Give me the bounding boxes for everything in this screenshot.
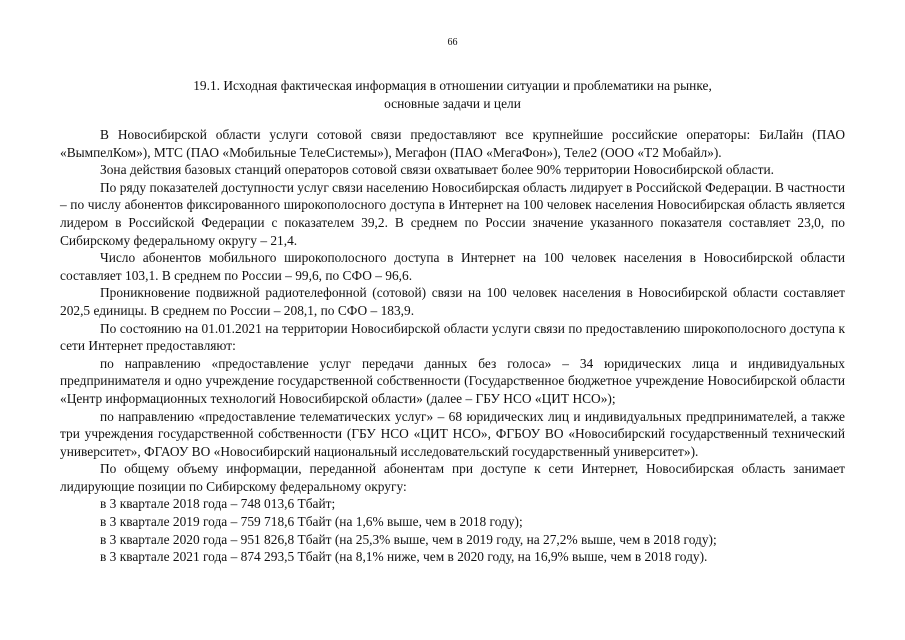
paragraph-mobile-broadband: Число абонентов мобильного широкополосного доступа в Интернет на 100 человек населения в Новосибирской области составляет 103,1. В среднем по России – 99,6, по СФО – 96,6. bbox=[60, 250, 845, 283]
section-heading bbox=[60, 77, 845, 113]
paragraph-cellular-penetration: Проникновение подвижной радиотелефонной (сотовой) связи на 100 человек населения в Новосибирской области составляет 202,5 единицы. В среднем по России – 208,1, по СФО – 183,9. bbox=[60, 285, 845, 318]
section-heading-line-2: основные задачи и цели bbox=[384, 96, 521, 111]
list-item-2021: в 3 квартале 2021 года – 874 293,5 Тбайт (на 8,1% ниже, чем в 2020 году, на 16,9% выше, чем в 2018 году). bbox=[100, 549, 708, 565]
paragraph-operators: В Новосибирской области услуги сотовой связи предоставляют все крупнейшие российские операторы: БиЛайн (ПАО «ВымпелКом»), МТС (ПАО «Мобильные ТелеСистемы»), Мегафон (ПАО «МегаФон»), Теле2 (ООО «Т2 Мобайл»). bbox=[60, 127, 845, 160]
paragraph-fixed-broadband: По ряду показателей доступности услуг связи населению Новосибирская область лидирует в Российской Федерации. В частности – по числу абонентов фиксированного широкополосного доступа в Интернет на 100 человек населения Новосибирская область является лидером в Российской Федерации с показателем 39,2. В среднем по России значение указанного показателя составляет 23,0, по Сибирскому федеральному округу – 21,4. bbox=[60, 179, 845, 248]
body-text bbox=[60, 126, 845, 566]
list-item-2019: в 3 квартале 2019 года – 759 718,6 Тбайт (на 1,6% выше, чем в 2018 году); bbox=[100, 514, 523, 530]
list-item-2020: в 3 квартале 2020 года – 951 826,8 Тбайт (на 25,3% выше, чем в 2019 году, на 27,2% выше, чем в 2018 году); bbox=[100, 531, 717, 547]
list-item-2018: в 3 квартале 2018 года – 748 013,6 Тбайт; bbox=[100, 496, 336, 512]
paragraph-traffic-intro: По общему объему информации, переданной абонентам при доступе к сети Интернет, Новосибирская область занимает лидирующие позиции по Сибирскому федеральному округу: bbox=[60, 461, 845, 494]
section-heading-line-1: 19.1. Исходная фактическая информация в отношении ситуации и проблематики на рынке, bbox=[193, 78, 712, 93]
paragraph-providers-intro: По состоянию на 01.01.2021 на территории Новосибирской области услуги связи по предоставлению широкополосного доступа к сети Интернет предоставляют: bbox=[60, 320, 845, 354]
page-number: 66 bbox=[447, 37, 458, 48]
paragraph-data-services: по направлению «предоставление услуг передачи данных без голоса» – 34 юридических лица и индивидуальных предпринимателя и одно учреждение государственной собственности (Государственное бюджетное учреждение Новосибирской области «Центр информационных технологий Новосибирской области» (далее – ГБУ НСО «ЦИТ НСО»); bbox=[60, 355, 845, 406]
paragraph-telematic-services: по направлению «предоставление телематических услуг» – 68 юридических лиц и индивидуальных предпринимателей, а также три учреждения государственной собственности (ГБУ НСО «ЦИТ НСО», ФГБОУ ВО «Новосибирский государственный технический университет», ФГАОУ ВО «Новосибирский национальный исследовательский государственный университет»). bbox=[60, 408, 845, 459]
paragraph-coverage: Зона действия базовых станций операторов сотовой связи охватывает более 90% территории Новосибирской области. bbox=[100, 162, 774, 178]
